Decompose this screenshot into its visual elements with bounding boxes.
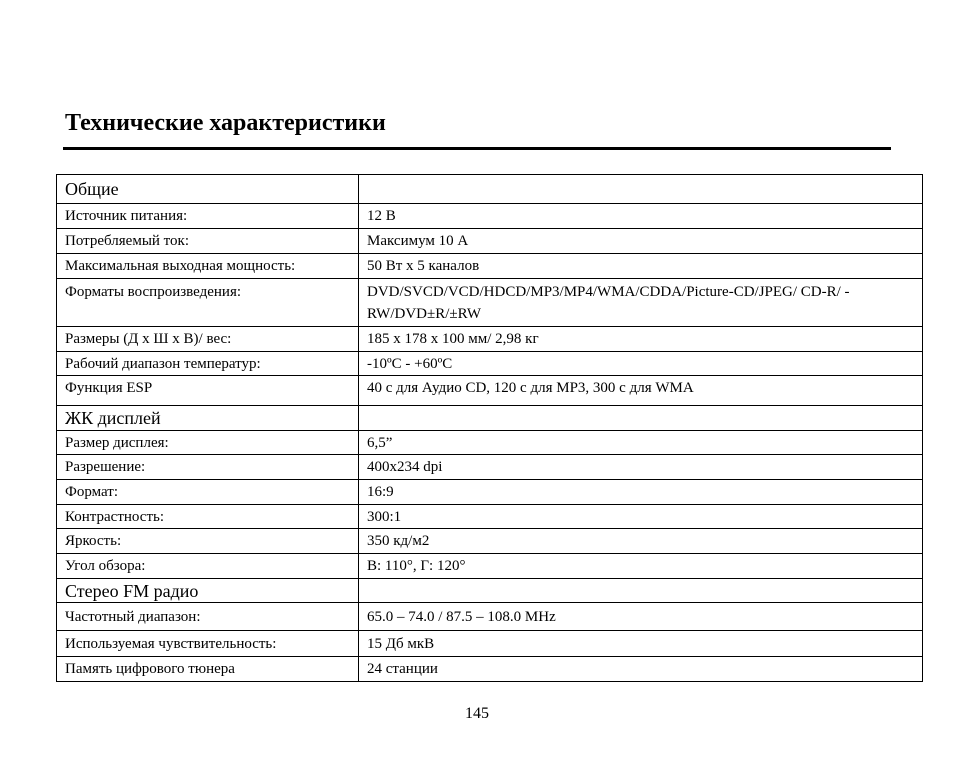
table-row [57,327,923,352]
spec-label: Разрешение: [57,455,359,480]
spec-label: Размеры (Д х Ш х В)/ вес: [57,327,359,352]
spec-value: -10ºC - +60ºC [359,352,923,376]
table-row [57,376,923,406]
spec-value: 400x234 dpi [359,455,923,480]
spec-label: Максимальная выходная мощность: [57,254,359,279]
table-row [57,279,923,327]
section-header-fm-radio [57,579,923,603]
page-number: 145 [465,705,489,722]
spec-value: 24 станции [359,657,923,682]
spec-label: Формат: [57,480,359,505]
title-underline [63,147,891,150]
section-header-lcd [57,406,923,431]
spec-label: Контрастность: [57,505,359,529]
table-row [57,657,923,682]
spec-table [56,174,923,682]
spec-value: 16:9 [359,480,923,505]
section-title: Общие [57,175,359,204]
table-row [57,229,923,254]
table-row [57,603,923,631]
spec-value: 350 кд/м2 [359,529,923,554]
table-row [57,480,923,505]
table-row [57,254,923,279]
section-empty-cell [359,406,923,431]
spec-label: Потребляемый ток: [57,229,359,254]
table-row [57,505,923,529]
spec-value: В: 110°, Г: 120° [359,554,923,579]
spec-label: Источник питания: [57,204,359,229]
table-row [57,455,923,480]
spec-value: 300:1 [359,505,923,529]
table-row [57,352,923,376]
spec-value: 40 с для Аудио CD, 120 с для MP3, 300 с для WMA [359,376,923,406]
spec-value: 15 Дб мкВ [359,631,923,657]
spec-value: 185 х 178 х 100 мм/ 2,98 кг [359,327,923,352]
spec-value: 12 В [359,204,923,229]
section-title: Стерео FM радио [57,579,359,603]
spec-label: Функция ESP [57,376,359,406]
section-empty-cell [359,175,923,204]
table-row [57,529,923,554]
spec-value: 50 Вт х 5 каналов [359,254,923,279]
section-header-general [57,175,923,204]
spec-label: Рабочий диапазон температур: [57,352,359,376]
section-title: ЖК дисплей [57,406,359,431]
spec-value: 65.0 – 74.0 / 87.5 – 108.0 MHz [359,603,923,631]
spec-label: Форматы воспроизведения: [57,279,359,327]
spec-value: Максимум 10 А [359,229,923,254]
table-row [57,631,923,657]
table-row [57,204,923,229]
spec-label: Яркость: [57,529,359,554]
spec-label: Частотный диапазон: [57,603,359,631]
table-row [57,554,923,579]
spec-label: Память цифрового тюнера [57,657,359,682]
spec-label: Используемая чувствительность: [57,631,359,657]
spec-value: DVD/SVCD/VCD/HDCD/MP3/MP4/WMA/CDDA/Picture-CD/JPEG/ CD-R/ -RW/DVD±R/±RW [359,279,923,327]
page-title: Технические характеристики [65,110,386,136]
table-row [57,431,923,455]
spec-label: Размер дисплея: [57,431,359,455]
section-empty-cell [359,579,923,603]
spec-value: 6,5” [359,431,923,455]
spec-label: Угол обзора: [57,554,359,579]
